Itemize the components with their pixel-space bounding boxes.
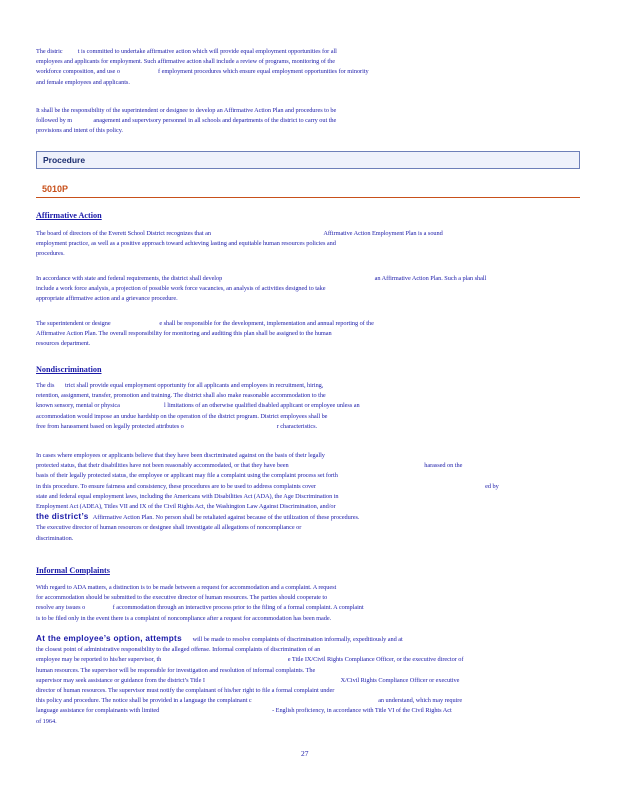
text-line: Affirmative Action Plan. The overall responsibility for monitoring and auditing this plan shall be assigned to the human [36,330,332,338]
text-line: Employment Act (ADEA), Titles VII and IX of the Civil Rights Act, the Washington Law Against Discrimination, and/or [36,503,336,511]
heading-nondiscrimination: Nondiscrimination [36,365,102,374]
text-line: The distric t is committed to undertake affirmative action which will provide equal employment opportunities for all [36,48,337,55]
informal-paragraph-1 [36,583,584,624]
page-number: 27 [301,749,309,758]
informal-paragraph-2 [36,634,584,727]
text-line-mixed [36,634,584,645]
text-line: the closest point of administrative responsibility to the alleged offense. Informal complaints of discrimination of an [36,646,321,654]
text-line: The superintendent or designe e shall be responsible for the development, implementation and annual reporting of the [36,320,374,327]
nondiscrimination-paragraph-1 [36,381,584,432]
text-line: workforce composition, and use o f employment procedures which ensure equal employment opportunities for minority [36,68,369,76]
procedure-title: Procedure [43,155,86,165]
text-line: free from harassment based on legally protected attributes o r characteristics. [36,422,318,430]
text-line: state and federal equal employment laws, including the Americans with Disabilities Act (ADA), the Age Discrimination in [36,492,339,500]
text-line: In accordance with state and federal requirements, the district shall develop an Affirmative Action Plan. Such a plan shall [36,275,487,282]
emphasized-phrase: the district’s [36,512,89,522]
nondiscrimination-paragraph-2 [36,451,584,544]
affirmative-paragraph-3 [36,319,584,350]
text-fragment: will be made to resolve complaints of discrimination informally, expeditiously and at [181,636,403,643]
text-line: In cases where employees or applicants believe that they have been discriminated against on the basis of their legally [36,452,325,459]
text-line: followed by m anagement and supervisory personnel in all schools and departments of the district to carry out the [36,117,337,125]
text-line: director of human resources. The supervisor must notify the complainant of his/her right to file a formal complaint under [36,687,335,695]
text-line: procedures. [36,250,65,258]
intro-paragraph-2 [36,106,584,137]
text-line: appropriate affirmative action and a grievance procedure. [36,295,178,303]
text-line: With regard to ADA matters, a distinction is to be made between a request for accommodation and a complaint. A request [36,584,337,591]
text-line-mixed [36,512,584,523]
text-line: It shall be the responsibility of the superintendent or designee to develop an Affirmative Action Plan and procedures to be [36,107,337,114]
procedure-number: 5010P [42,184,69,194]
text-line: is to be filed only in the event there is a complaint of noncompliance after a request for accommodation has been made. [36,614,332,622]
text-line: language assistance for complainants with limited - English proficiency, in accordance with Title VI of the Civil Rights Act [36,707,452,715]
text-line: accommodation would impose an undue hardship on the operation of the district program. District employees shall be [36,412,328,420]
text-line: employee may be reported to his/her supervisor, th e Title IX/Civil Rights Compliance Officer, or the executive director of [36,656,464,664]
text-line: protected status, that their disabilities have not been reasonably accommodated, or that they have been harassed on the [36,462,463,470]
text-line: discrimination. [36,534,74,542]
text-line: The executive director of human resources or designee shall investigate all allegations of noncompliance or [36,524,302,532]
text-line: resolve any issues o f accommodation through an interactive process prior to the filing of a formal complaint. A complaint [36,604,364,612]
text-line: employees and applicants for employment. Such affirmative action shall include a review of programs, monitoring of the [36,58,335,66]
text-line: supervisor may seek assistance or guidance from the district’s Title I X/Civil Rights Compliance Officer or executive [36,676,460,684]
heading-affirmative-action: Affirmative Action [36,211,102,220]
text-line: The dis trict shall provide equal employment opportunity for all applicants and employees in recruitment, hiring, [36,382,324,389]
affirmative-paragraph-1 [36,229,584,260]
heading-informal-complaints: Informal Complaints [36,566,110,575]
text-line: resources department. [36,340,91,348]
affirmative-paragraph-2 [36,274,584,305]
text-line: known sensory, mental or physica l limitations of an otherwise qualified disabled applicant or employee unless an [36,402,360,410]
text-line: include a work force analysis, a projection of possible work force vacancies, an analysis of activities designed to take [36,285,326,293]
text-line: this policy and procedure. The notice shall be provided in a language the complainant c an understand, which may require [36,697,463,705]
text-line: and female employees and applicants. [36,78,130,86]
text-line: in this procedure. To ensure fairness and consistency, these procedures are to be used to address complaints cover ed by [36,482,499,490]
text-line: The board of directors of the Everett School District recognizes that an Affirmative Action Employment Plan is a sound [36,230,443,237]
text-line: employment practice, as well as a positive approach toward achieving lasting and equitable human resources policies and [36,240,336,248]
text-line: retention, assignment, transfer, promotion and training. The district shall also make reasonable accommodation to the [36,392,326,400]
text-line: of 1964. [36,717,57,725]
procedure-header-box [36,151,580,169]
text-line: human resources. The supervisor will be responsible for investigation and resolution of informal complaints. The [36,666,316,674]
text-line: for accommodation should be submitted to the executive director of human resources. The parties should cooperate to [36,594,328,602]
intro-paragraph-1 [36,47,584,88]
emphasized-phrase: At the employee’s option, attempts [36,634,182,643]
section-divider [36,197,580,198]
text-fragment: Affirmative Action Plan. No person shall be retaliated against because of the utilization of these procedures. [88,514,360,522]
text-line: provisions and intent of this policy. [36,127,123,135]
text-line: basis of their legally protected status, the employee or applicant may file a complaint using the complaint process set forth [36,472,338,480]
